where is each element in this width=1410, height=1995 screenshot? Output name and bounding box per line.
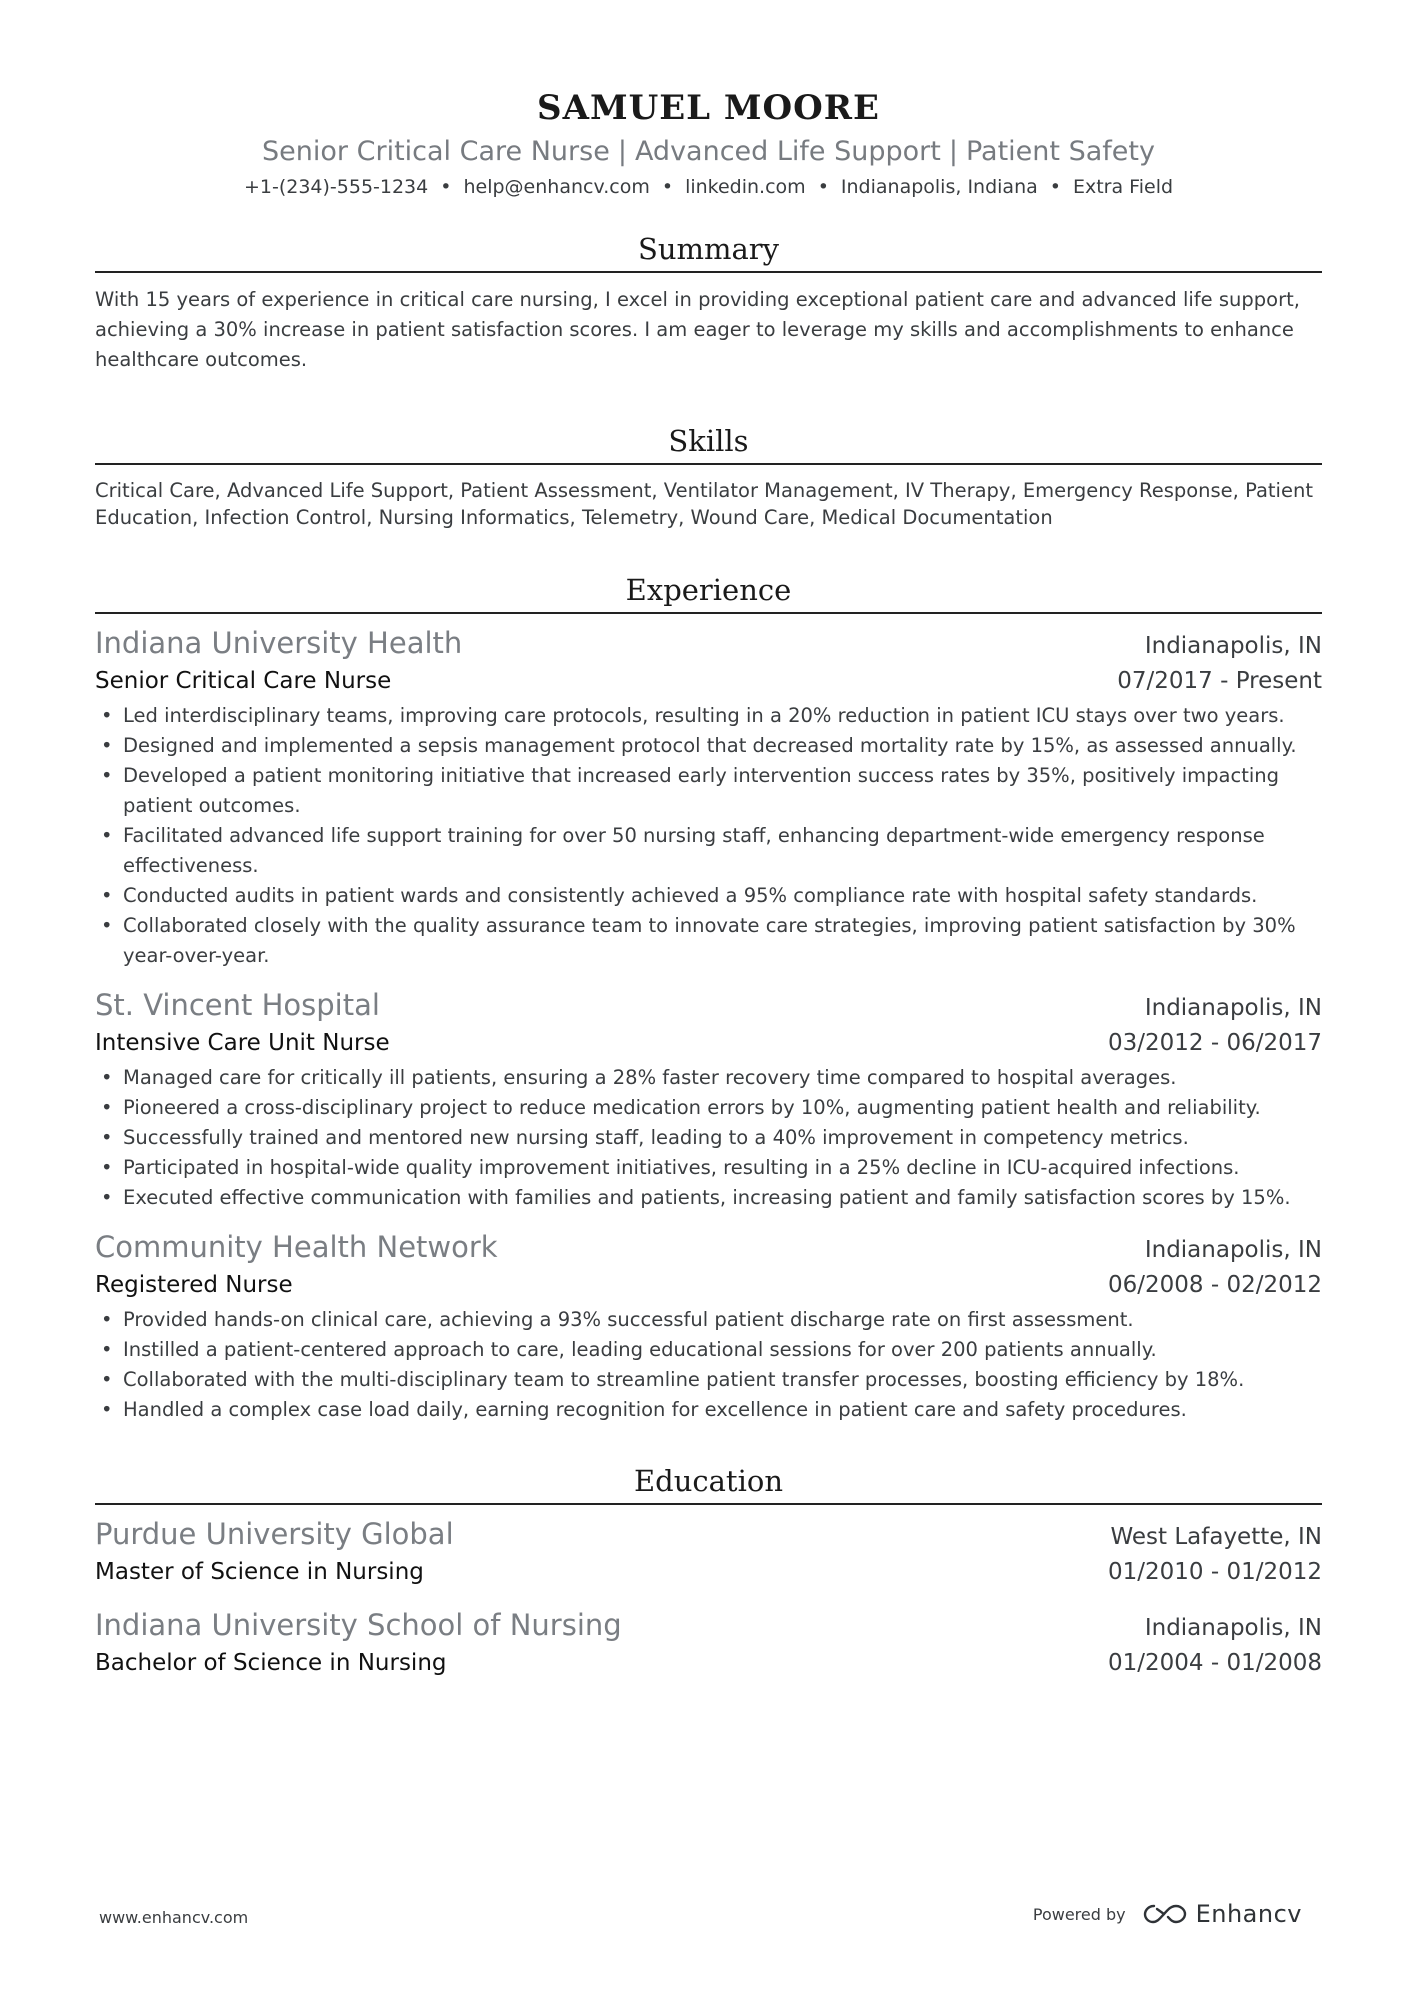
section-divider [95,1503,1322,1505]
contact-phone[interactable]: +1-(234)-555-1234 [243,176,429,198]
degree-name: Master of Science in Nursing [95,1559,424,1585]
job-dates: 03/2012 - 06/2017 [1107,1030,1322,1056]
entry-degree-row [95,1556,1322,1588]
resume-header [95,84,1322,202]
entry-header-row [95,986,1322,1027]
entry-role-row [95,1027,1322,1059]
experience-entry [95,1228,1322,1425]
experience-entry [95,986,1322,1213]
achievement-item: • Developed a patient monitoring initiative that increased early intervention success rates by 35%, positively impacting patient outcomes. [95,761,1322,821]
section-title-experience: Experience [625,573,792,607]
section-title-education: Education [633,1464,783,1498]
achievement-item: • Managed care for critically ill patients, ensuring a 28% faster recovery time compared to hospital averages. [95,1063,1322,1093]
achievement-item: • Conducted audits in patient wards and consistently achieved a 95% compliance rate with hospital safety standards. [95,881,1322,911]
school-name: Indiana University School of Nursing [95,1608,622,1642]
contact-line [95,172,1322,202]
contact-separator: • [1049,176,1061,198]
achievement-item: • Successfully trained and mentored new nursing staff, leading to a 40% improvement in competency metrics. [95,1123,1322,1153]
achievement-list [95,1063,1322,1213]
brand-link[interactable] [1142,1900,1302,1928]
summary-text: With 15 years of experience in critical care nursing, I excel in providing exceptional patient care and advanced life support, achieving a 30% increase in patient satisfaction scores. I am eager to leverage my skills and accomplishments to enhance healthcare outcomes. [95,288,1300,371]
tagline-item: Patient Safety [965,136,1155,167]
school-location: Indianapolis, IN [1144,1615,1322,1641]
contact-email[interactable]: help@enhancv.com [463,176,650,198]
resume-page [95,0,1322,1679]
school-location: West Lafayette, IN [1110,1524,1322,1550]
contact-separator: • [661,176,674,198]
contact-extra: Extra Field [1072,176,1174,198]
skills-text: Critical Care, Advanced Life Support, Patient Assessment, Ventilator Management, IV Therapy, Emergency Response, Patient Education, Infection Control, Nursing Informatics, Telemetry, Wound Care, Medical Documentation [95,479,1313,529]
achievement-list [95,1305,1322,1425]
achievement-item: • Instilled a patient-centered approach to care, leading educational sessions for over 200 patients annually. [95,1335,1322,1365]
achievement-item: • Provided hands-on clinical care, achieving a 93% successful patient discharge rate on first assessment. [95,1305,1322,1335]
section-title-skills: Skills [668,424,749,458]
job-title: Senior Critical Care Nurse [95,668,392,694]
job-location: Indianapolis, IN [1144,633,1322,659]
job-title: Registered Nurse [95,1272,293,1298]
achievement-item: • Collaborated closely with the quality assurance team to innovate care strategies, improving patient satisfaction by 30% year-over-year. [95,911,1322,971]
entry-header-row [95,1228,1322,1269]
enhancv-logo-icon [1142,1902,1188,1926]
experience-section [95,568,1322,1425]
entry-degree-row [95,1647,1322,1679]
contact-linkedin[interactable]: linkedin.com [685,176,806,198]
achievement-item: • Collaborated with the multi-disciplinary team to streamline patient transfer processes, boosting efficiency by 18%. [95,1365,1322,1395]
job-dates: 07/2017 - Present [1117,668,1322,694]
education-entry [95,1606,1322,1679]
school-name: Purdue University Global [95,1517,454,1551]
company-name: Community Health Network [95,1230,498,1264]
section-divider [95,612,1322,614]
achievement-item: • Executed effective communication with families and patients, increasing patient and family satisfaction scores by 15%. [95,1183,1322,1213]
contact-separator: • [817,176,829,198]
education-section [95,1459,1322,1679]
education-dates: 01/2010 - 01/2012 [1107,1559,1322,1585]
entry-role-row [95,1269,1322,1301]
education-dates: 01/2004 - 01/2008 [1107,1650,1322,1676]
job-location: Indianapolis, IN [1144,995,1322,1021]
entry-header-row [95,624,1322,665]
tagline [95,132,1322,172]
brand-name: Enhancv [1195,1900,1302,1928]
company-name: St. Vincent Hospital [95,988,380,1022]
achievement-item: • Facilitated advanced life support training for over 50 nursing staff, enhancing department-wide emergency response effectiveness. [95,821,1322,881]
job-location: Indianapolis, IN [1144,1237,1322,1263]
entry-header-row [95,1606,1322,1647]
tagline-separator: | [948,136,958,167]
summary-section [95,227,1322,375]
footer-website[interactable]: www.enhancv.com [99,1908,249,1927]
contact-location: Indianapolis, Indiana [840,176,1038,198]
skills-section [95,419,1322,531]
candidate-name: SAMUEL MOORE [537,88,880,128]
section-title-summary: Summary [637,232,780,266]
tagline-separator: | [617,136,627,167]
contact-separator: • [440,176,452,198]
education-entry [95,1515,1322,1588]
footer-branding [1033,1900,1302,1928]
section-divider [95,463,1322,465]
achievement-item: • Led interdisciplinary teams, improving care protocols, resulting in a 20% reduction in patient ICU stays over two years. [95,701,1322,731]
powered-by-label: Powered by [1032,1904,1126,1924]
achievement-item: • Pioneered a cross-disciplinary project to reduce medication errors by 10%, augmenting patient health and reliability. [95,1093,1322,1123]
job-title: Intensive Care Unit Nurse [95,1030,390,1056]
section-divider [95,271,1322,273]
experience-entry [95,624,1322,971]
company-name: Indiana University Health [95,626,463,660]
entry-header-row [95,1515,1322,1556]
achievement-item: • Handled a complex case load daily, earning recognition for excellence in patient care and safety procedures. [95,1395,1322,1425]
entry-role-row [95,665,1322,697]
tagline-item: Advanced Life Support [634,136,941,167]
job-dates: 06/2008 - 02/2012 [1107,1272,1322,1298]
achievement-list [95,701,1322,971]
degree-name: Bachelor of Science in Nursing [95,1650,447,1676]
tagline-item: Senior Critical Care Nurse [262,136,610,167]
achievement-item: • Designed and implemented a sepsis management protocol that decreased mortality rate by 15%, as assessed annually. [95,731,1322,761]
achievement-item: • Participated in hospital-wide quality improvement initiatives, resulting in a 25% decline in ICU-acquired infections. [95,1153,1322,1183]
